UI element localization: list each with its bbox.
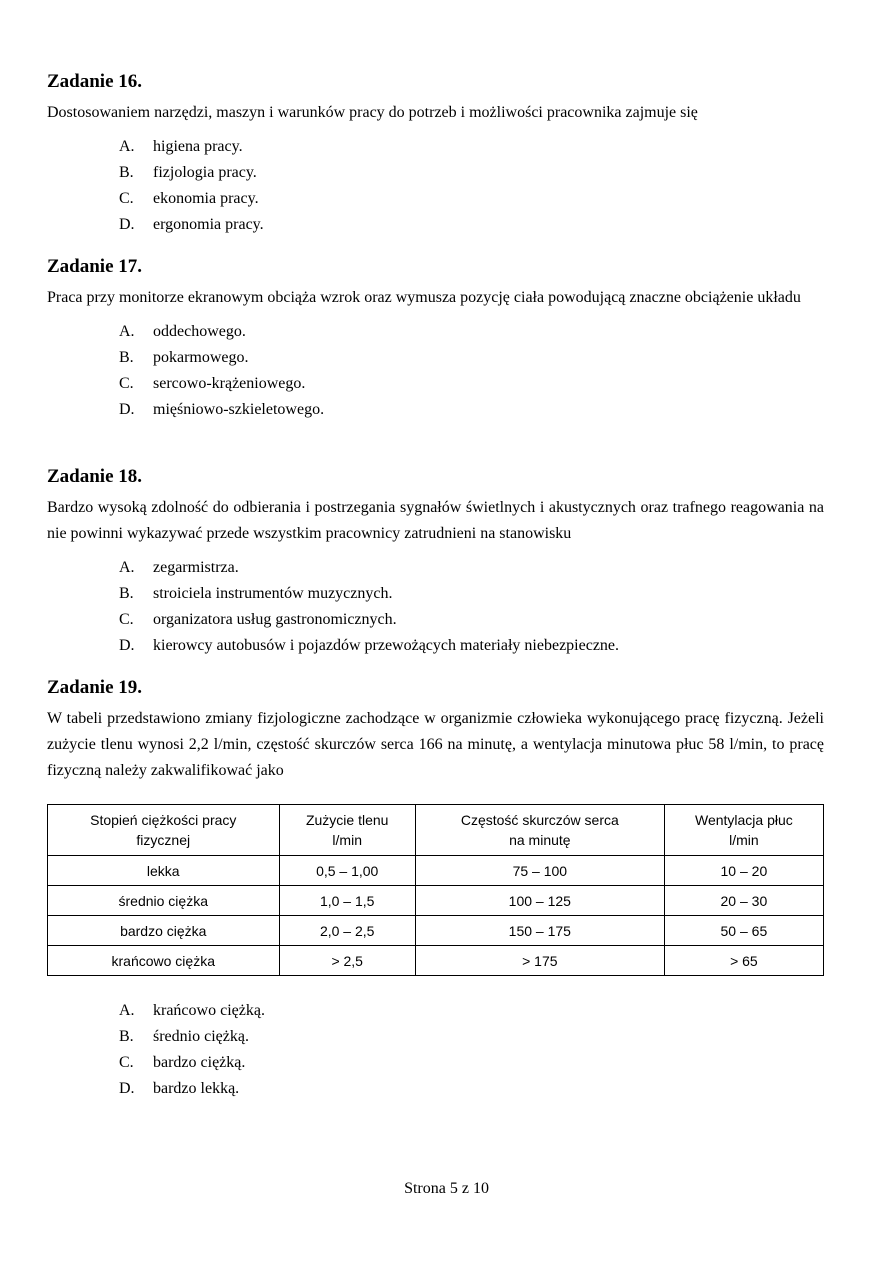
option-text: bardzo ciężką. <box>153 1054 246 1071</box>
answer-options <box>47 134 824 238</box>
table-cell: 100 – 125 <box>415 886 664 916</box>
option-text: kierowcy autobusów i pojazdów przewożących materiały niebezpieczne. <box>153 637 620 654</box>
answer-option-c <box>47 607 824 633</box>
answer-option-a <box>47 555 824 581</box>
table-cell: średnio ciężka <box>48 886 280 916</box>
table-cell: 20 – 30 <box>664 886 823 916</box>
physiology-table <box>47 804 824 976</box>
column-header-heart-rate: Częstość skurczów serca na minutę <box>415 805 664 856</box>
option-letter: A. <box>119 559 135 576</box>
answer-option-b <box>47 1024 824 1050</box>
table-cell: 0,5 – 1,00 <box>279 856 415 886</box>
option-letter: B. <box>119 164 134 181</box>
option-letter: C. <box>119 375 134 392</box>
page-number: Strona 5 z 10 <box>404 1180 489 1197</box>
table-cell: 10 – 20 <box>664 856 823 886</box>
table-cell: 150 – 175 <box>415 916 664 946</box>
option-letter: B. <box>119 1028 134 1045</box>
table-cell: lekka <box>48 856 280 886</box>
table-row <box>48 946 824 976</box>
answer-option-b <box>47 581 824 607</box>
option-text: fizjologia pracy. <box>153 164 257 181</box>
answer-option-b <box>47 345 824 371</box>
table-cell: > 2,5 <box>279 946 415 976</box>
answer-options <box>47 319 824 423</box>
column-header-ventilation: Wentylacja płuc l/min <box>664 805 823 856</box>
table-cell: bardzo ciężka <box>48 916 280 946</box>
table-cell: krańcowo ciężka <box>48 946 280 976</box>
option-text: bardzo lekką. <box>153 1080 240 1097</box>
task-question: Bardzo wysoką zdolność do odbierania i postrzegania sygnałów świetlnych i akustycznych oraz trafnego reagowania na nie powinni wykazywać przede wszystkim pracownicy zatrudnieni na stanowisku <box>47 499 824 542</box>
option-text: sercowo-krążeniowego. <box>153 375 306 392</box>
task-question: Dostosowaniem narzędzi, maszyn i warunków pracy do potrzeb i możliwości pracownika zajmuje się <box>47 104 698 121</box>
task-18 <box>47 465 824 659</box>
answer-options <box>47 555 824 659</box>
answer-option-a <box>47 998 824 1024</box>
option-letter: C. <box>119 1054 134 1071</box>
answer-option-d <box>47 212 824 238</box>
task-19 <box>47 676 824 1102</box>
table-row <box>48 856 824 886</box>
option-letter: C. <box>119 611 134 628</box>
table-cell: > 65 <box>664 946 823 976</box>
option-letter: A. <box>119 138 135 155</box>
table-cell: 50 – 65 <box>664 916 823 946</box>
option-text: zegarmistrza. <box>153 559 239 576</box>
option-letter: D. <box>119 401 135 418</box>
option-letter: B. <box>119 585 134 602</box>
option-text: higiena pracy. <box>153 138 243 155</box>
table-cell: 1,0 – 1,5 <box>279 886 415 916</box>
option-letter: D. <box>119 637 135 654</box>
table-cell: > 175 <box>415 946 664 976</box>
answer-option-a <box>47 134 824 160</box>
column-header-oxygen: Zużycie tlenu l/min <box>279 805 415 856</box>
option-text: organizatora usług gastronomicznych. <box>153 611 397 628</box>
option-text: średnio ciężką. <box>153 1028 249 1045</box>
answer-option-a <box>47 319 824 345</box>
task-title: Zadanie 16. <box>47 71 143 92</box>
table-cell: 2,0 – 2,5 <box>279 916 415 946</box>
answer-option-b <box>47 160 824 186</box>
task-17 <box>47 255 824 423</box>
answer-option-c <box>47 371 824 397</box>
table-row <box>48 886 824 916</box>
option-letter: D. <box>119 216 135 233</box>
task-title: Zadanie 17. <box>47 256 143 277</box>
task-title: Zadanie 18. <box>47 466 143 487</box>
answer-options <box>47 998 824 1102</box>
table-header-row <box>48 805 824 856</box>
column-header-workload: Stopień ciężkości pracy fizycznej <box>48 805 280 856</box>
answer-option-d <box>47 633 824 659</box>
option-letter: A. <box>119 1002 135 1019</box>
table-row <box>48 916 824 946</box>
task-title: Zadanie 19. <box>47 677 143 698</box>
option-letter: A. <box>119 323 135 340</box>
option-text: ergonomia pracy. <box>153 216 264 233</box>
option-letter: B. <box>119 349 134 366</box>
option-text: krańcowo ciężką. <box>153 1002 265 1019</box>
answer-option-c <box>47 1050 824 1076</box>
option-text: pokarmowego. <box>153 349 249 366</box>
option-letter: C. <box>119 190 134 207</box>
option-text: ekonomia pracy. <box>153 190 259 207</box>
task-question: W tabeli przedstawiono zmiany fizjologiczne zachodzące w organizmie człowieka wykonującego pracę fizyczną. Jeżeli zużycie tlenu wynosi 2,2 l/min, częstość skurczów serca 166 na minutę, a wentylacja minutowa płuc 58 l/min, to pracę fizyczną należy zakwalifikować jako <box>47 710 824 779</box>
option-text: mięśniowo-szkieletowego. <box>153 401 325 418</box>
option-letter: D. <box>119 1080 135 1097</box>
option-text: stroiciela instrumentów muzycznych. <box>153 585 393 602</box>
option-text: oddechowego. <box>153 323 246 340</box>
task-16 <box>47 70 824 238</box>
answer-option-d <box>47 397 824 423</box>
task-question: Praca przy monitorze ekranowym obciąża wzrok oraz wymusza pozycję ciała powodującą znaczne obciążenie układu <box>47 289 801 306</box>
answer-option-d <box>47 1076 824 1102</box>
answer-option-c <box>47 186 824 212</box>
table-cell: 75 – 100 <box>415 856 664 886</box>
